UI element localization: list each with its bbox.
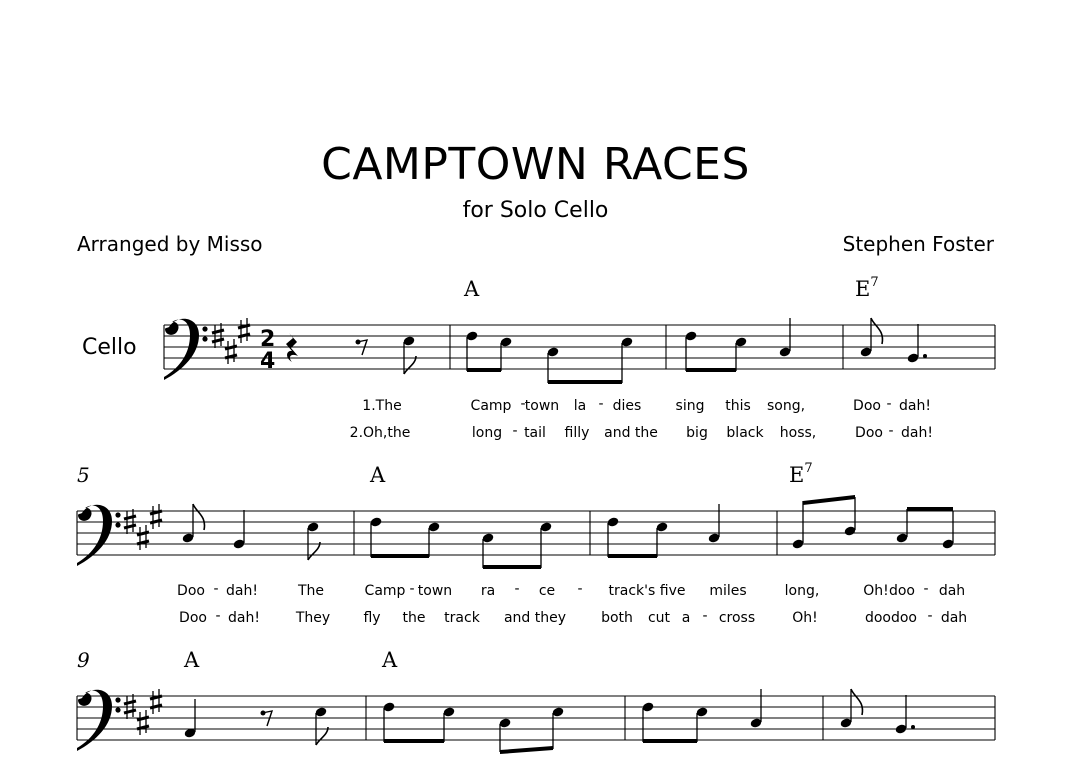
chord-symbol: $E^7$ (855, 275, 879, 301)
lyric-syllable: sing (675, 398, 705, 414)
lyric-syllable: Doo (177, 583, 205, 599)
lyric-syllable: dah (938, 583, 966, 599)
lyric-syllable: 2.Oh,the (349, 425, 411, 441)
composer-credit: Stephen Foster (842, 232, 994, 256)
lyric-hyphen: - (409, 581, 415, 597)
lyric-syllable: long, (784, 583, 820, 599)
lyric-syllable: Doo (179, 610, 207, 626)
lyric-syllable: a (681, 610, 691, 626)
lyric-syllable: Camp (364, 583, 406, 599)
lyric-syllable: Doo (853, 398, 881, 414)
lyric-syllable: dah! (226, 583, 258, 599)
lyric-syllable: long (471, 425, 503, 441)
sharp-icon (137, 525, 149, 550)
lyric-syllable: 1.The (362, 398, 402, 414)
sharp-icon (150, 504, 162, 529)
sharp-icon (225, 339, 237, 364)
lyric-syllable: track's five (608, 583, 686, 599)
staff-2 (77, 511, 995, 555)
lyric-syllable: black (726, 425, 764, 441)
bass-clef-icon (164, 319, 208, 380)
chord-symbol: $E^7$ (789, 461, 813, 487)
chord-symbol: A (184, 648, 200, 672)
lyric-hyphen: - (886, 396, 892, 412)
lyric-syllable: cut (647, 610, 671, 626)
lyric-syllable: dies (612, 398, 642, 414)
lyric-syllable: and they (503, 610, 567, 626)
lyric-syllable: cross (718, 610, 756, 626)
lyric-hyphen: - (520, 396, 526, 412)
lyric-syllable: Doo (855, 425, 883, 441)
lyric-hyphen: - (213, 581, 219, 597)
lyric-syllable: doo (888, 583, 916, 599)
lyric-hyphen: - (702, 608, 708, 624)
measure-number: 5 (77, 463, 90, 487)
lyric-hyphen: - (514, 581, 520, 597)
lyric-syllable: this (725, 398, 751, 414)
time-signature-bottom: 4 (260, 349, 276, 374)
staff-3 (77, 696, 995, 740)
lyric-syllable: doo (890, 610, 918, 626)
lyric-syllable: dah! (901, 425, 933, 441)
lyric-syllable: ce (538, 583, 556, 599)
sharp-icon (137, 710, 149, 735)
lyric-syllable: They (295, 610, 331, 626)
lyric-syllable: Camp (470, 398, 512, 414)
chord-symbol: A (464, 277, 480, 301)
sharp-icon (238, 318, 250, 343)
lyric-syllable: both (601, 610, 633, 626)
page-title: CAMPTOWN RACES (321, 139, 750, 190)
lyric-hyphen: - (927, 608, 933, 624)
lyric-syllable: miles (709, 583, 747, 599)
lyric-syllable: tail (524, 425, 546, 441)
page-subtitle: for Solo Cello (462, 198, 609, 223)
lyric-hyphen: - (923, 581, 929, 597)
lyric-syllable: fly (363, 610, 381, 626)
lyric-hyphen: - (577, 581, 583, 597)
bass-clef-icon (77, 690, 121, 751)
lyric-hyphen: - (215, 608, 221, 624)
lyric-syllable: dah (940, 610, 968, 626)
lyric-syllable: The (297, 583, 325, 599)
lyric-syllable: the (402, 610, 426, 626)
lyric-syllable: filly (564, 425, 590, 441)
lyric-syllable: dah! (899, 398, 931, 414)
lyric-syllable: hoss, (779, 425, 817, 441)
lyric-syllable: song, (766, 398, 806, 414)
lyric-syllable: Oh! (792, 610, 818, 626)
sharp-icon (150, 689, 162, 714)
chord-symbol: A (370, 463, 386, 487)
lyric-syllable: dah! (228, 610, 260, 626)
lyric-hyphen: - (512, 423, 518, 439)
lyric-syllable: la (573, 398, 587, 414)
lyric-syllable: track (444, 610, 480, 626)
time-signature-top: 2 (260, 327, 276, 352)
lyric-syllable: town (417, 583, 453, 599)
chord-symbol: A (382, 648, 398, 672)
lyric-syllable: Oh! (863, 583, 889, 599)
lyric-syllable: doo (864, 610, 892, 626)
bass-clef-icon (77, 505, 121, 566)
lyric-syllable: ra (480, 583, 496, 599)
arranger-credit: Arranged by Misso (77, 232, 263, 256)
lyric-hyphen: - (598, 396, 604, 412)
lyric-syllable: big (686, 425, 708, 441)
measure-number: 9 (77, 648, 90, 672)
lyric-hyphen: - (888, 423, 894, 439)
lyric-syllable: town (524, 398, 560, 414)
instrument-name: Cello (82, 335, 137, 360)
lyric-syllable: and the (604, 425, 658, 441)
